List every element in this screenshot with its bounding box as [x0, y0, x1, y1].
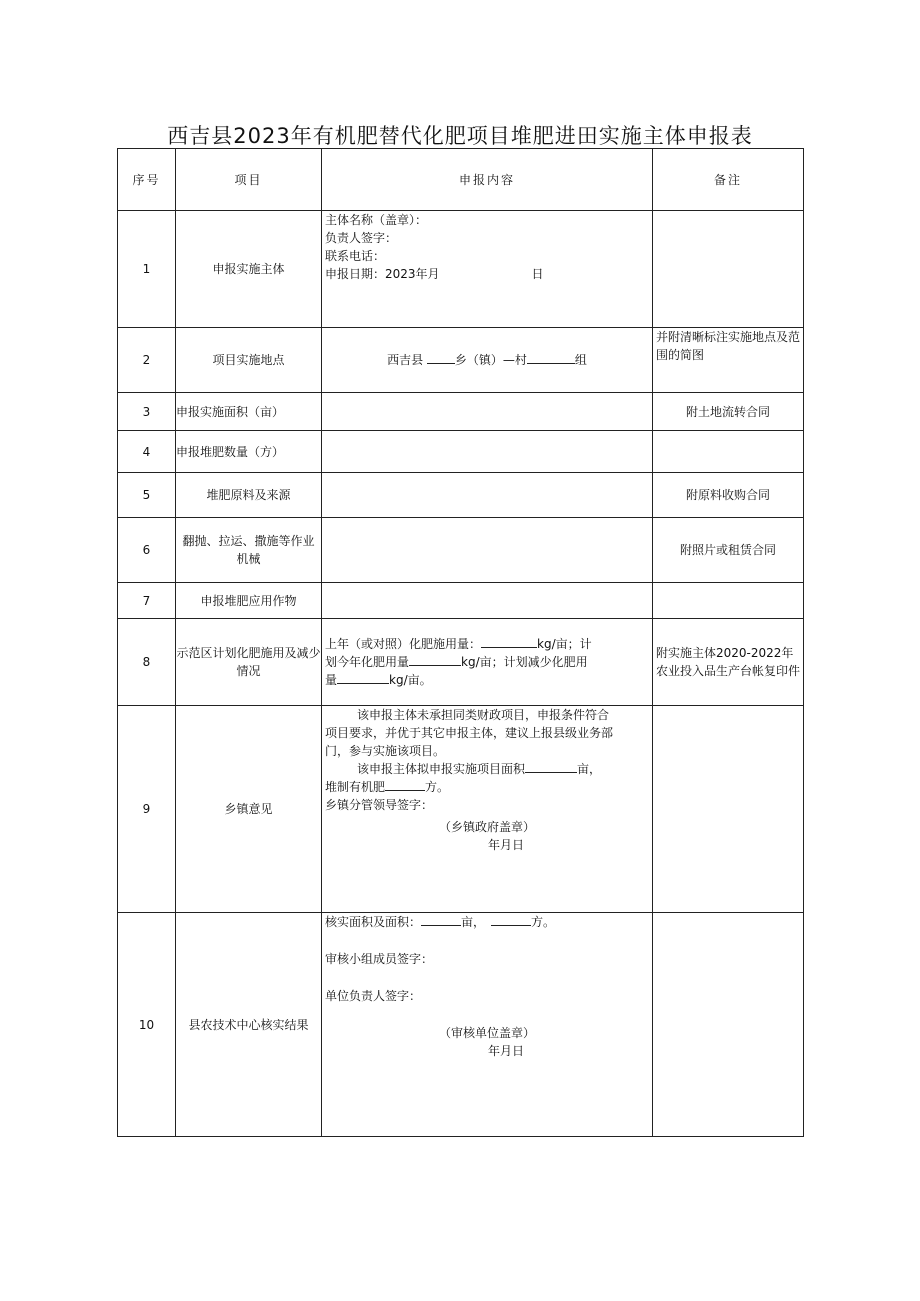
row-remark: 并附清晰标注实施地点及范围的简图 [653, 328, 804, 393]
team-signature-label: 审核小组成员签字： [325, 952, 434, 966]
township-blank [427, 351, 455, 364]
verify-area-label: 核实面积及面积： [325, 915, 422, 929]
reduction-label: 量 [325, 673, 338, 687]
row-item: 申报实施主体 [176, 211, 322, 328]
opinion-area-blank [525, 760, 577, 773]
opinion-date: 年月日 [488, 838, 525, 852]
table-row [118, 211, 804, 328]
opinion-compost-unit: 方。 [425, 780, 450, 794]
opinion-p1-line2: 项目要求，并优于其它申报主体，建议上报县级业务部 [325, 726, 614, 740]
row-remark [653, 913, 804, 1137]
form-title: 西吉县2023年有机肥替代化肥项目堆肥进田实施主体申报表 [167, 124, 753, 148]
table-row [118, 473, 804, 518]
location-group: 组 [574, 353, 587, 367]
reduction-blank [337, 671, 389, 684]
row-remark: 附土地流转合同 [653, 393, 804, 431]
verify-area-blank [421, 913, 461, 926]
row-item: 申报堆肥应用作物 [176, 583, 322, 619]
apply-date-prefix: 申报日期：2023年月 [325, 267, 440, 281]
row-item: 县农技术中心核实结果 [176, 913, 322, 1137]
opinion-p1-line3: 门，参与实施该项目。 [325, 744, 446, 758]
table-row [118, 583, 804, 619]
row-item: 翻抛、拉运、撒施等作业机械 [176, 518, 322, 583]
apply-date-line [325, 265, 649, 283]
verify-area-unit: 亩， [461, 915, 486, 929]
this-year-usage-blank [409, 653, 461, 666]
machinery-input-cell[interactable] [322, 518, 653, 583]
this-year-usage-unit: kg/亩；计划减少化肥用 [461, 655, 588, 669]
unit-leader-signature-label: 单位负责人签字： [325, 989, 422, 1003]
verify-seal: （审核单位盖章） [438, 1026, 535, 1040]
location-cell[interactable] [322, 328, 653, 393]
row-index: 5 [118, 473, 176, 518]
opinion-p1-line1: 该申报主体未承担同类财政项目，申报条件符合 [357, 708, 610, 722]
table-row [118, 328, 804, 393]
row-remark [653, 431, 804, 473]
verify-date: 年月日 [488, 1044, 525, 1058]
row-remark [653, 706, 804, 913]
reduction-unit: kg/亩。 [389, 673, 432, 687]
row-remark: 附实施主体2020-2022年农业投入品生产台帐复印件 [653, 619, 804, 706]
row-remark: 附原料收购合同 [653, 473, 804, 518]
header-index: 序号 [118, 149, 176, 211]
table-row [118, 431, 804, 473]
row-index: 8 [118, 619, 176, 706]
verify-volume-blank [491, 913, 531, 926]
opinion-seal: （乡镇政府盖章） [438, 820, 535, 834]
opinion-compost-blank [385, 778, 425, 791]
fertilizer-line-3 [325, 671, 649, 689]
apply-date-suffix: 日 [531, 267, 544, 281]
fertilizer-line-1 [325, 635, 649, 653]
row-index: 2 [118, 328, 176, 393]
crops-input-cell[interactable] [322, 583, 653, 619]
table-row [118, 393, 804, 431]
row-remark [653, 211, 804, 328]
row-index: 4 [118, 431, 176, 473]
header-item: 项目 [176, 149, 322, 211]
row-item: 申报堆肥数量（方） [176, 431, 322, 473]
phone-label: 联系电话： [325, 249, 386, 263]
area-input-cell[interactable] [322, 393, 653, 431]
table-row [118, 518, 804, 583]
materials-input-cell[interactable] [322, 473, 653, 518]
header-remark: 备注 [653, 149, 804, 211]
opinion-p2-line2 [325, 778, 649, 796]
fertilizer-plan-cell[interactable] [322, 619, 653, 706]
opinion-compost-label: 堆制有机肥 [325, 780, 386, 794]
row-item: 示范区计划化肥施用及减少情况 [176, 619, 322, 706]
village-blank [527, 351, 575, 364]
row-index: 6 [118, 518, 176, 583]
row-item: 乡镇意见 [176, 706, 322, 913]
last-year-usage-blank [481, 635, 537, 648]
opinion-area-unit: 亩， [577, 762, 602, 776]
opinion-p2-line1 [325, 760, 649, 778]
header-content: 申报内容 [322, 149, 653, 211]
location-county: 西吉县 [387, 353, 424, 367]
subject-info-cell[interactable] [322, 211, 653, 328]
row-item: 堆肥原料及来源 [176, 473, 322, 518]
row-index: 10 [118, 913, 176, 1137]
row-index: 3 [118, 393, 176, 431]
fertilizer-line-2 [325, 653, 649, 671]
row-index: 7 [118, 583, 176, 619]
application-form-table [117, 148, 804, 1137]
opinion-signer: 乡镇分管领导签字： [325, 798, 434, 812]
compost-volume-input-cell[interactable] [322, 431, 653, 473]
verification-cell[interactable] [322, 913, 653, 1137]
table-row [118, 706, 804, 913]
row-item: 申报实施面积（亩） [176, 393, 322, 431]
row-index: 9 [118, 706, 176, 913]
table-row [118, 913, 804, 1137]
verify-volume-unit: 方。 [531, 915, 556, 929]
verify-line [325, 913, 649, 931]
table-row [118, 619, 804, 706]
row-index: 1 [118, 211, 176, 328]
row-item: 项目实施地点 [176, 328, 322, 393]
township-opinion-cell[interactable] [322, 706, 653, 913]
last-year-usage-unit: kg/亩；计 [537, 637, 592, 651]
last-year-usage-label: 上年（或对照）化肥施用量： [325, 637, 482, 651]
this-year-usage-label: 划今年化肥用量 [325, 655, 410, 669]
opinion-area-label: 该申报主体拟申报实施项目面积 [357, 762, 526, 776]
row-remark [653, 583, 804, 619]
table-header-row [118, 149, 804, 211]
subject-name-label: 主体名称（盖章）： [325, 213, 428, 227]
location-township: 乡（镇）—村 [454, 353, 527, 367]
row-remark: 附照片或租赁合同 [653, 518, 804, 583]
leader-signature-label: 负责人签字： [325, 231, 398, 245]
